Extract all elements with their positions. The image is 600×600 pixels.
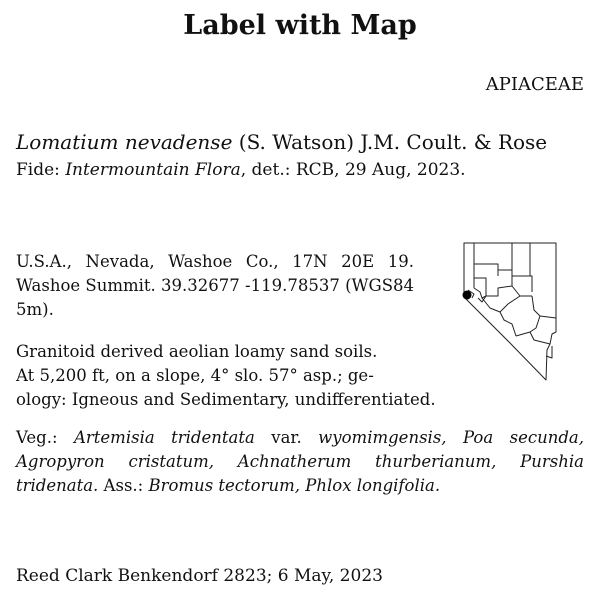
family-name: APIACEAE xyxy=(485,74,584,95)
veg-associates: Bromus tectorum, Phlox longifolia. xyxy=(148,476,441,495)
vegetation-text xyxy=(16,426,584,498)
fide-source: Intermountain Flora xyxy=(65,160,241,180)
collection-site-marker xyxy=(463,291,472,300)
county-boundary-line xyxy=(474,278,532,296)
fide-prefix: Fide: xyxy=(16,160,66,180)
county-boundary-line xyxy=(530,316,540,332)
county-boundary-line xyxy=(474,288,486,298)
habitat-line-1: Granitoid derived aeolian loamy sand soils. xyxy=(16,342,378,361)
county-boundary-line xyxy=(482,298,516,336)
veg-var-label: var. xyxy=(254,428,319,447)
label-title: Label with Map xyxy=(183,10,417,41)
veg-dominant-species: Artemisia tridentata xyxy=(73,428,255,447)
county-boundary-line xyxy=(516,332,550,344)
locality-text: U.S.A., Nevada, Washoe Co., 17N 20E 19. Washoe Summit. 39.32677 -119.78537 (WGS84 5m). xyxy=(16,252,414,319)
taxon-authority: (S. Watson) J.M. Coult. & Rose xyxy=(232,130,548,154)
habitat-text xyxy=(16,340,466,412)
county-boundary-line xyxy=(474,264,498,276)
county-boundary-line xyxy=(498,270,512,286)
veg-ass-label: Ass.: xyxy=(98,476,149,495)
county-boundary-line xyxy=(500,296,520,312)
taxon-name xyxy=(16,130,547,154)
habitat-line-2: At 5,200 ft, on a slope, 4° slo. 57° asp.; ge- xyxy=(16,366,374,385)
determination-rest: , det.: RCB, 29 Aug, 2023. xyxy=(240,160,466,180)
determination-line xyxy=(16,160,466,180)
veg-prefix: Veg.: xyxy=(16,428,74,447)
nevada-county-map xyxy=(460,240,560,385)
collector-line: Reed Clark Benkendorf 2823; 6 May, 2023 xyxy=(16,566,383,586)
scientific-name: Lomatium nevadense xyxy=(16,130,233,154)
county-boundary-line xyxy=(532,296,556,318)
veg-species-list: wyomimgensis, Poa secunda, Agropyron cristatum, Achnatherum thurberianum, Purshia tridenata. xyxy=(16,428,584,495)
habitat-line-3: ology: Igneous and Sedimentary, undifferentiated. xyxy=(16,390,436,409)
